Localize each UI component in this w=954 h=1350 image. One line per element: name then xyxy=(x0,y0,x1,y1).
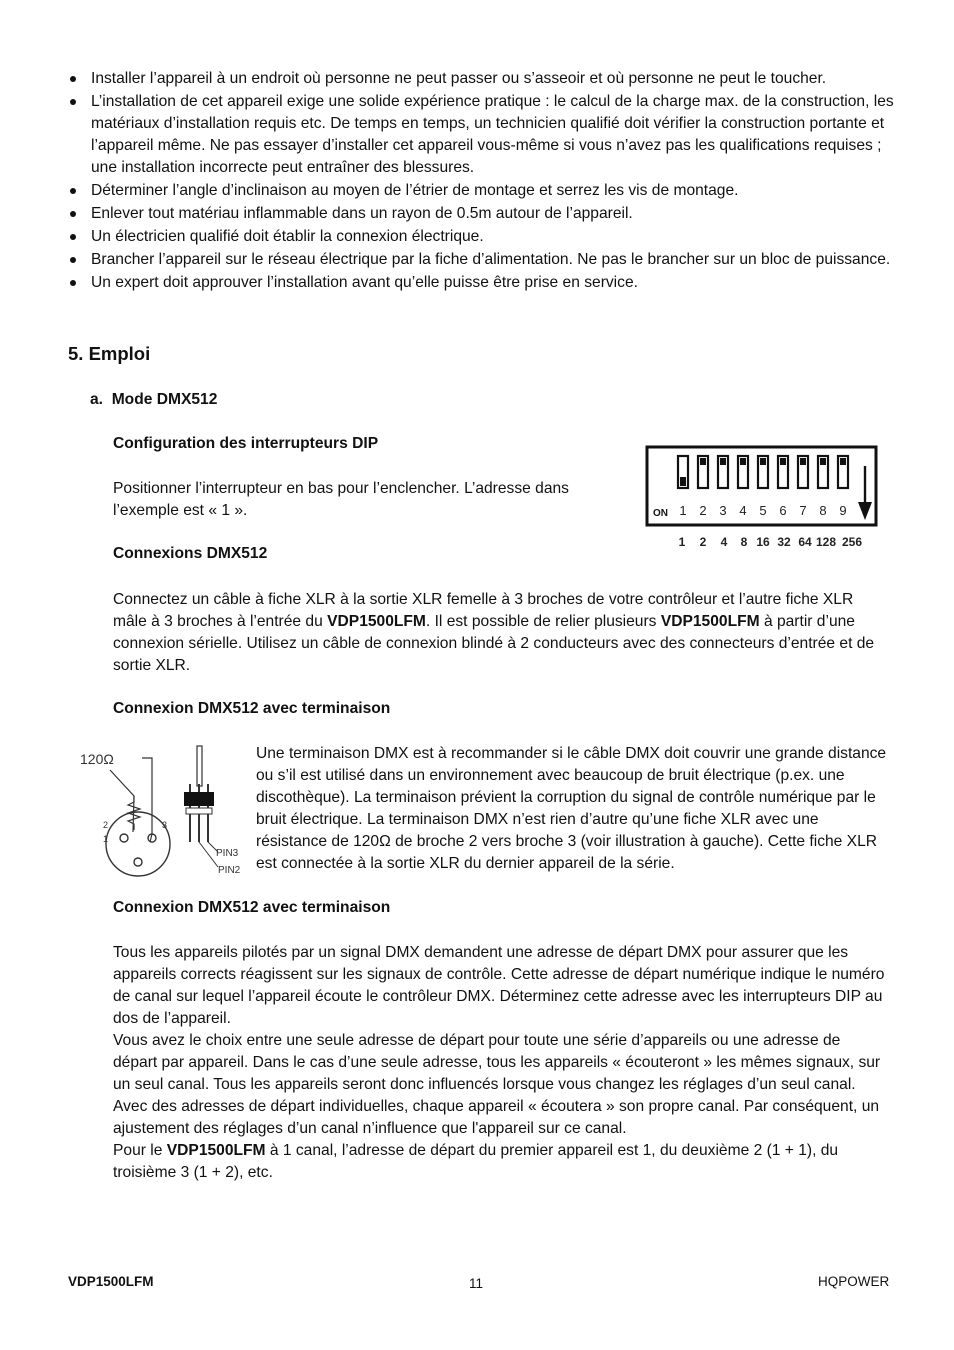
dip-knob-6 xyxy=(780,458,786,465)
connexions-heading: Connexions DMX512 xyxy=(113,545,268,562)
dip-knob-4 xyxy=(740,458,746,465)
product-name: VDP1500LFM xyxy=(660,613,760,630)
xlr-plug-side-icon xyxy=(184,746,218,867)
dip-value-256: 256 xyxy=(841,535,863,549)
pin3-label: PIN3 xyxy=(216,848,239,859)
dip-number-2: 2 xyxy=(699,503,707,518)
list-item: Un électricien qualifié doit établir la connexion électrique. xyxy=(68,226,898,248)
subsection-letter: a. xyxy=(90,391,104,408)
bullet-icon xyxy=(70,257,76,263)
product-name: VDP1500LFM xyxy=(166,1142,266,1159)
termination-heading: Connexion DMX512 avec terminaison xyxy=(113,700,391,717)
bullet-icon xyxy=(70,99,76,105)
dip-value-8: 8 xyxy=(740,535,748,549)
list-item: Installer l’appareil à un endroit où personne ne peut passer ou s’asseoir et où personne ne peut le toucher. xyxy=(68,68,898,90)
footer-page-number: 11 xyxy=(469,1276,484,1291)
connexions-paragraph: Connectez un câble à fiche XLR à la sortie XLR femelle à 3 broches de votre contrôleur et l’autre fiche XLR mâle à 3 broches à l’entrée du VDP1500LFM. Il est possible de relier plusieurs VDP1500LFM à partir d’une connexion sérielle. Utilisez un câble de connexion blindé à 2 conducteurs avec des connecteurs d’entrée et de sortie XLR. xyxy=(113,591,875,674)
dip-knob-8 xyxy=(820,458,826,465)
resistor-label: 120Ω xyxy=(80,751,114,767)
dip-knob-7 xyxy=(800,458,806,465)
dip-knob-5 xyxy=(760,458,766,465)
dip-value-32: 32 xyxy=(777,535,791,549)
list-item: L’installation de cet appareil exige une solide expérience pratique : le calcul de la charge max. de la construction, les matériaux d’installation requis etc. De temps en temps, un technicien qualifié doit vérifier la construction portante et l’appareil même. Ne pas essayer d’installer cet appareil vous-même si vous n’avez pas les qualifications requises ; une installation incorrecte peut entraîner des blessures. xyxy=(68,91,898,179)
subsection-heading xyxy=(90,391,217,409)
xlr-pin-label: 1 xyxy=(103,834,109,844)
dip-value-64: 64 xyxy=(798,535,812,549)
dip-knob-3 xyxy=(720,458,726,465)
dip-text: Positionner l’interrupteur en bas pour l’enclencher. L’adresse dans l’exemple est « 1 ». xyxy=(113,480,569,519)
dip-knob-1 xyxy=(680,477,686,486)
dip-switch-diagram xyxy=(640,440,885,552)
product-name: VDP1500LFM xyxy=(327,613,426,630)
dip-number-4: 4 xyxy=(739,503,747,518)
dip-on-label: ON xyxy=(653,508,668,519)
dip-value-128: 128 xyxy=(815,535,837,549)
bullet-icon xyxy=(70,280,76,286)
footer-model: VDP1500LFM xyxy=(68,1274,154,1289)
termination-paragraph: Une terminaison DMX est à recommander si le câble DMX doit couvrir une grande distance ou s’il est utilisé dans un environnement avec beaucoup de bruit électrique (p.ex. une discothèque). La terminaison prévient la corruption du signal de contrôle numérique par le bruit électrique. La terminaison DMX n’est rien d’autre qu’une fiche XLR avec une résistance de 120Ω de broche 2 vers broche 3 (voir illustration à gauche). Cette fiche XLR est connectée à la sortie XLR du dernier appareil de la série. xyxy=(256,745,887,872)
dip-address-values xyxy=(679,535,863,549)
installation-bullet-list xyxy=(68,68,898,295)
resistor-icon xyxy=(110,758,152,842)
addressing-heading: Connexion DMX512 avec terminaison xyxy=(113,899,391,916)
dip-value-16: 16 xyxy=(756,535,770,549)
bullet-icon xyxy=(70,188,76,194)
xlr-pin-label: 3 xyxy=(162,820,168,830)
dip-number-6: 6 xyxy=(779,503,787,518)
addressing-p3: Pour le VDP1500LFM à 1 canal, l’adresse de départ du premier appareil est 1, du deuxième 2 (1 + 1), du troisième 3 (1 + 2), etc. xyxy=(113,1142,839,1181)
xlr-connector-icon xyxy=(106,812,170,876)
dip-knob-2 xyxy=(700,458,706,465)
bullet-icon xyxy=(70,211,76,217)
dip-value-2: 2 xyxy=(699,535,707,549)
dip-number-8: 8 xyxy=(819,503,827,518)
subsection-title: Mode DMX512 xyxy=(111,391,218,408)
footer-brand: HQPOWER xyxy=(818,1274,890,1289)
bullet-icon xyxy=(70,76,76,82)
dip-number-3: 3 xyxy=(719,503,727,518)
xlr-pin-label: 2 xyxy=(103,820,109,830)
dip-number-9: 9 xyxy=(839,503,847,518)
pin2-label: PIN2 xyxy=(218,865,241,876)
addressing-p1: Tous les appareils pilotés par un signal DMX demandent une adresse de départ DMX pour assurer que les appareils corrects réagissent sur les signaux de contrôle. Cette adresse de départ numérique indique le numéro de canal sur lequel l’appareil écoute le contrôleur DMX. Déterminez cette adresse avec les interrupteurs DIP au dos de l’appareil. xyxy=(113,944,885,1027)
dip-value-4: 4 xyxy=(720,535,728,549)
list-item: Enlever tout matériau inflammable dans un rayon de 0.5m autour de l’appareil. xyxy=(68,203,898,225)
list-item: Brancher l’appareil sur le réseau électrique par la fiche d’alimentation. Ne pas le brancher sur un bloc de puissance. xyxy=(68,249,898,271)
bullet-icon xyxy=(70,234,76,240)
dip-number-1: 1 xyxy=(679,503,687,518)
dip-number-7: 7 xyxy=(799,503,807,518)
dip-heading: Configuration des interrupteurs DIP xyxy=(113,435,379,452)
list-item: Déterminer l’angle d’inclinaison au moyen de l’étrier de montage et serrez les vis de montage. xyxy=(68,180,898,202)
addressing-paragraph xyxy=(113,942,888,1184)
section-number: 5. xyxy=(68,343,84,364)
dip-knob-9 xyxy=(840,458,846,465)
dip-switch-numbers xyxy=(679,503,846,518)
xlr-termination-diagram xyxy=(70,742,250,880)
dip-switches xyxy=(678,456,848,488)
list-item: Un expert doit approuver l’installation avant qu’elle puisse être prise en service. xyxy=(68,272,898,294)
addressing-p2: Vous avez le choix entre une seule adresse de départ pour toute une série d’appareils ou une adresse de départ par appareil. Dans le cas d’une seule adresse, tous les appareils « écouteront » les mêmes signaux, sur un seul canal. Tous les appareils seront donc influencés lorsque vous changez les réglages d’un seul canal. Avec des adresses de départ individuelles, chaque appareil « écoutera » son propre canal. Par conséquent, un ajustement des réglages d’un canal n’influence que l'appareil sur ce canal. xyxy=(113,1032,881,1137)
dip-number-5: 5 xyxy=(759,503,767,518)
section-title: Emploi xyxy=(88,343,151,364)
dip-value-1: 1 xyxy=(678,535,686,549)
section-heading xyxy=(68,343,150,365)
